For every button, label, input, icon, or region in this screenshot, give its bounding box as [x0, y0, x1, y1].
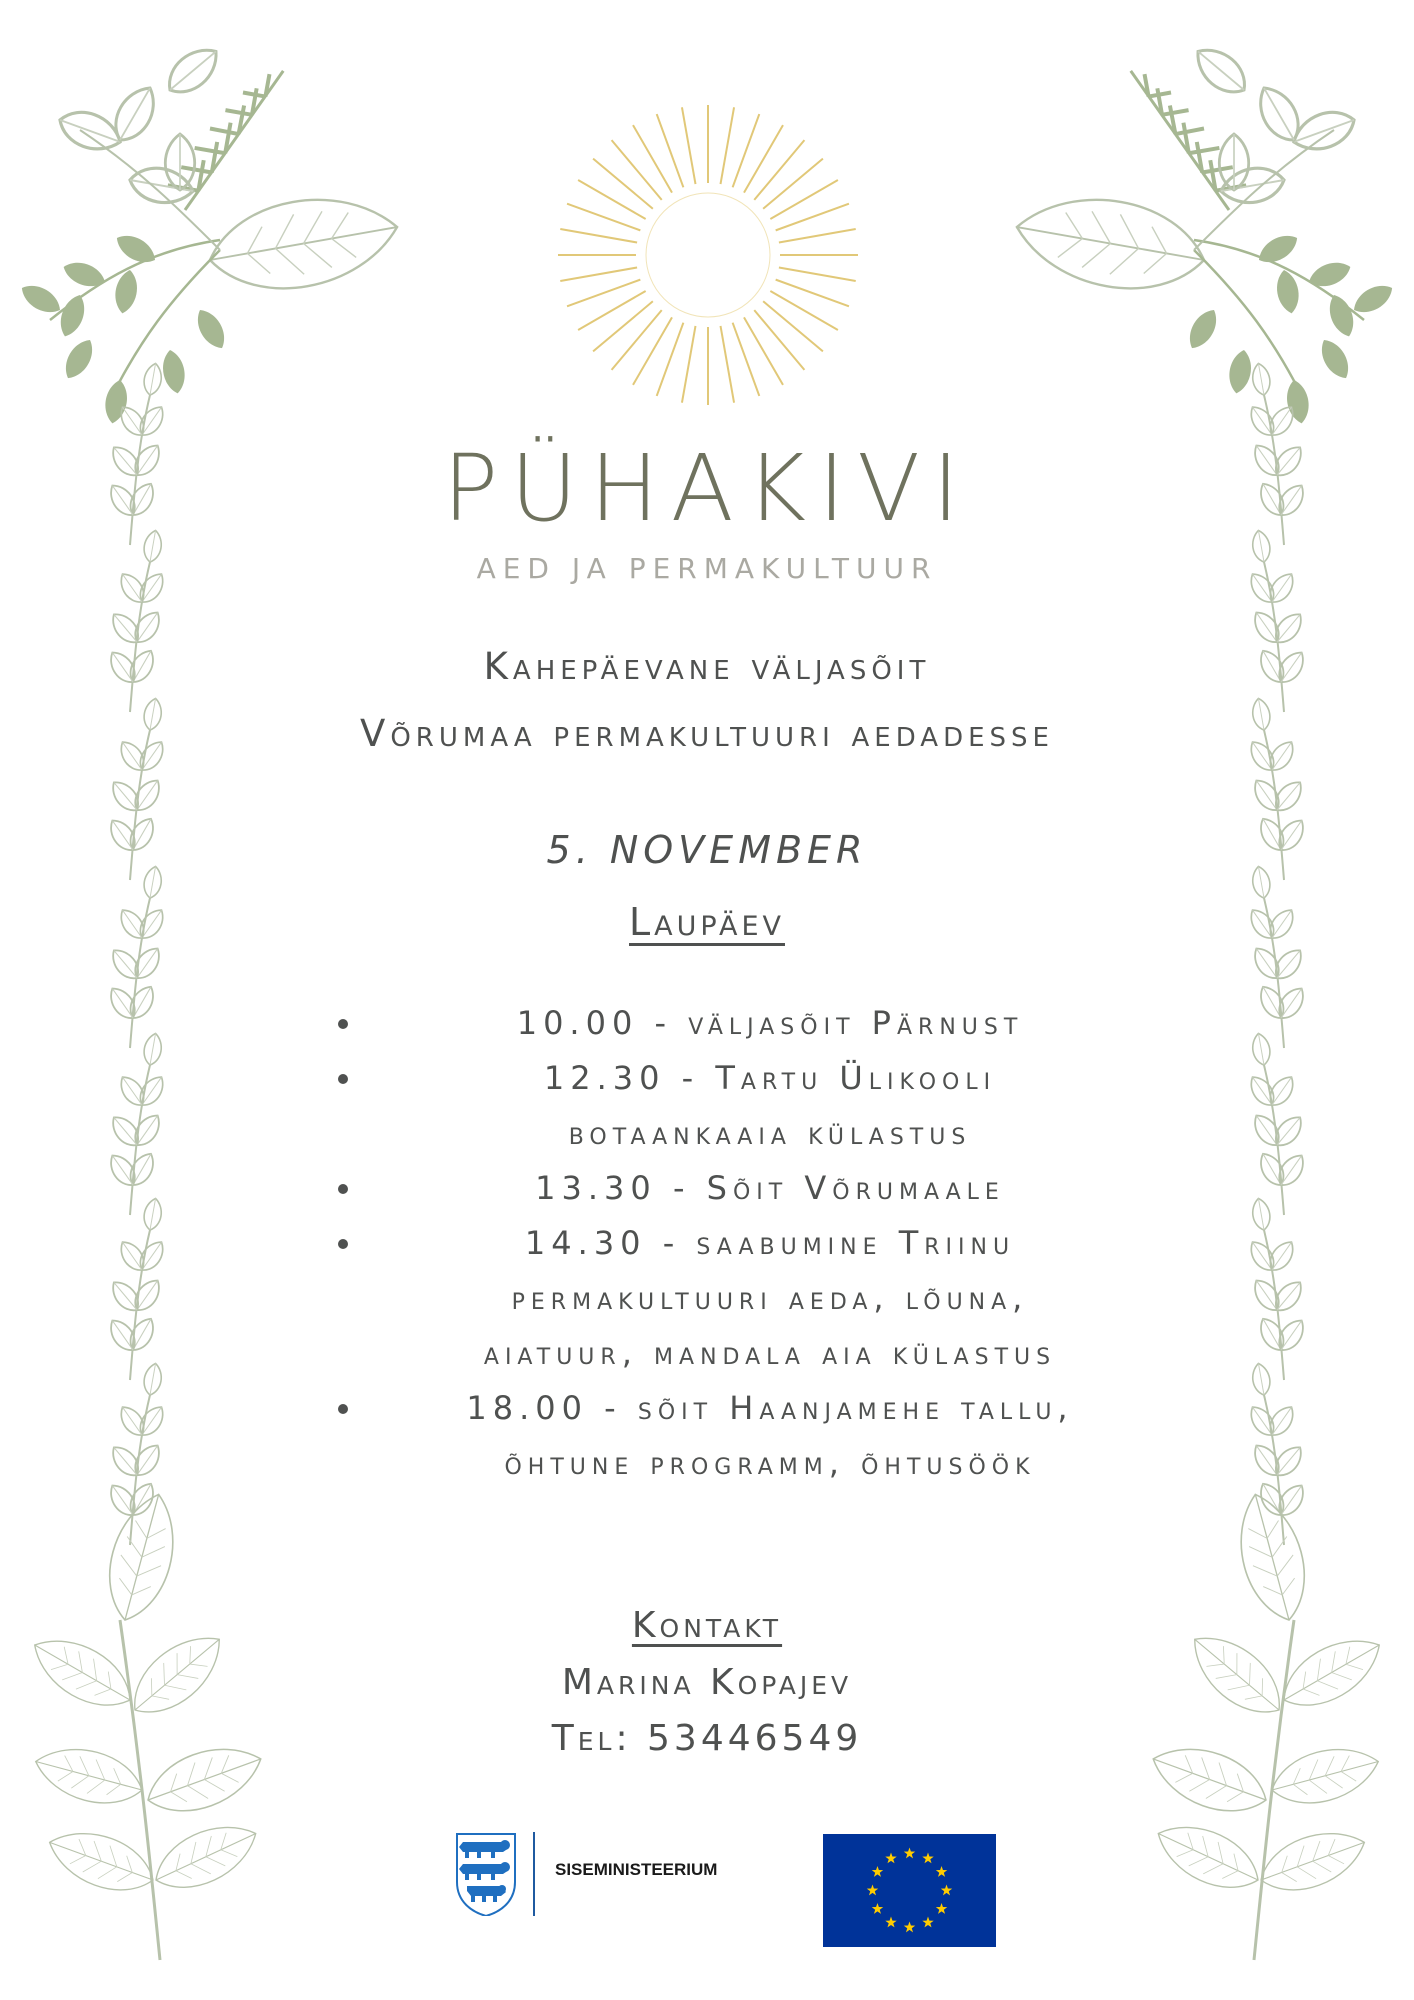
schedule-text: õhtune programm, õhtusöök	[504, 1444, 1036, 1482]
schedule-item	[330, 1216, 1130, 1381]
schedule-item	[330, 1051, 1130, 1161]
bullet-icon	[338, 1184, 348, 1194]
logo-divider	[533, 1832, 535, 1916]
schedule-text: permakultuuri aeda, lõuna,	[511, 1279, 1029, 1317]
contact-heading: Kontakt	[631, 1605, 783, 1646]
ministry-name: SISEMINISTEERIUM	[555, 1860, 718, 1879]
schedule-text: 14.30 - saabumine Triinu	[524, 1224, 1016, 1262]
schedule-text: aiatuur, mandala aia külastus	[483, 1334, 1057, 1372]
schedule-text: 12.30 - Tartu Ülikooli	[543, 1059, 997, 1097]
schedule-item	[330, 1381, 1130, 1491]
bullet-icon	[338, 1404, 348, 1414]
bullet-icon	[338, 1239, 348, 1249]
schedule-item	[330, 996, 1130, 1051]
bullet-icon	[338, 1074, 348, 1084]
bullet-icon	[338, 1019, 348, 1029]
headline-line-2: Võrumaa permakultuuri aedadesse	[360, 712, 1054, 755]
brand-title: PÜHAKIVI	[442, 435, 972, 542]
schedule-text: 13.30 - Sõit Võrumaale	[535, 1169, 1005, 1207]
brand-tagline: AED JA PERMAKULTUUR	[476, 552, 938, 585]
three-lions-coat-of-arms-icon	[455, 1832, 517, 1916]
schedule-list	[330, 996, 1130, 1491]
eu-flag-icon	[823, 1834, 996, 1947]
contact-name: Marina Kopajev	[561, 1662, 853, 1703]
schedule-text: 10.00 - väljasõit Pärnust	[516, 1004, 1024, 1042]
schedule-text: 18.00 - sõit Haanjamehe tallu,	[466, 1389, 1074, 1427]
event-date: 5. NOVEMBER	[546, 828, 868, 872]
schedule-item	[330, 1161, 1130, 1216]
ministry-logo	[455, 1832, 740, 1916]
schedule-text: botaankaaia külastus	[568, 1114, 972, 1152]
headline-line-1: Kahepäevane väljasõit	[483, 645, 931, 688]
contact-phone: Tel: 53446549	[551, 1718, 863, 1759]
event-day: Laupäev	[629, 900, 785, 944]
